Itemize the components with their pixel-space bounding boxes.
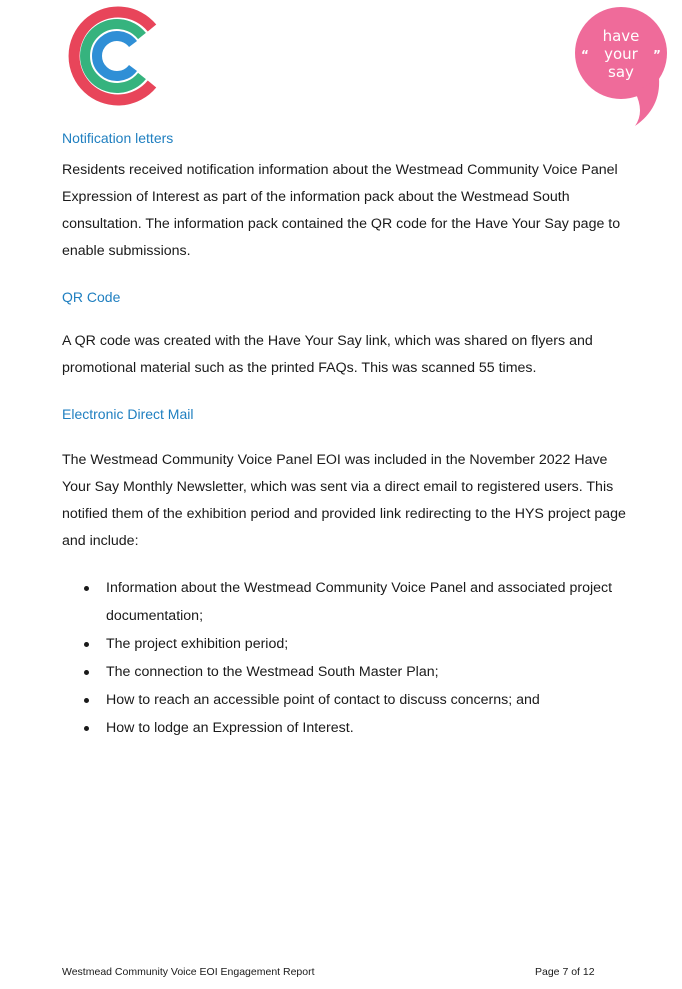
list-item-text: How to lodge an Expression of Interest.: [106, 719, 354, 736]
list-item: [62, 687, 627, 715]
council-c-logo-icon: [66, 6, 160, 106]
svg-text:”: ”: [653, 48, 661, 62]
list-item: [62, 715, 627, 743]
speech-bubble-logo-icon: [573, 4, 673, 128]
bullet-list: [62, 575, 627, 743]
bullet-icon: [84, 586, 89, 591]
section-heading-electronic-direct-mail: Electronic Direct Mail: [62, 406, 194, 422]
footer-page-number: Page 7 of 12: [535, 966, 595, 978]
section-paragraph-notification-letters: Residents received notification information about the Westmead Community Voice Panel Expression of Interest as part of the information pack about the Westmead South consultation. The information pack contained the QR code for the Have Your Say page to enable submissions.: [62, 162, 621, 259]
logo-word-your: your: [604, 45, 638, 63]
bullet-icon: [84, 642, 89, 647]
list-item: [62, 575, 627, 630]
section-paragraph-electronic-direct-mail: The Westmead Community Voice Panel EOI was included in the November 2022 Have Your Say Monthly Newsletter, which was sent via a direct email to registered users. This notified them of the exhibition period and provided link redirecting to the HYS project page and include:: [62, 452, 626, 549]
section-paragraph-qr-code: A QR code was created with the Have Your Say link, which was shared on flyers and promotional material such as the printed FAQs. This was scanned 55 times.: [62, 333, 593, 376]
section-heading-notification-letters: Notification letters: [62, 130, 174, 146]
list-item-text: The connection to the Westmead South Master Plan;: [106, 663, 439, 680]
list-item: [62, 631, 627, 659]
svg-text:“: “: [581, 48, 589, 62]
list-item-text: The project exhibition period;: [106, 635, 289, 652]
section-heading-qr-code: QR Code: [62, 289, 121, 305]
list-item-text: How to reach an accessible point of contact to discuss concerns; and: [106, 691, 540, 708]
logo-word-have: have: [602, 27, 640, 45]
list-item-text: Information about the Westmead Community Voice Panel and associated project documentation;: [106, 580, 613, 624]
footer-report-title: Westmead Community Voice EOI Engagement Report: [62, 966, 315, 978]
logo-word-say: say: [608, 63, 634, 81]
list-item: [62, 659, 627, 687]
bullet-icon: [84, 726, 89, 731]
council-logo: [66, 6, 160, 106]
bullet-icon: [84, 670, 89, 675]
have-your-say-logo: [573, 4, 673, 128]
bullet-icon: [84, 698, 89, 703]
